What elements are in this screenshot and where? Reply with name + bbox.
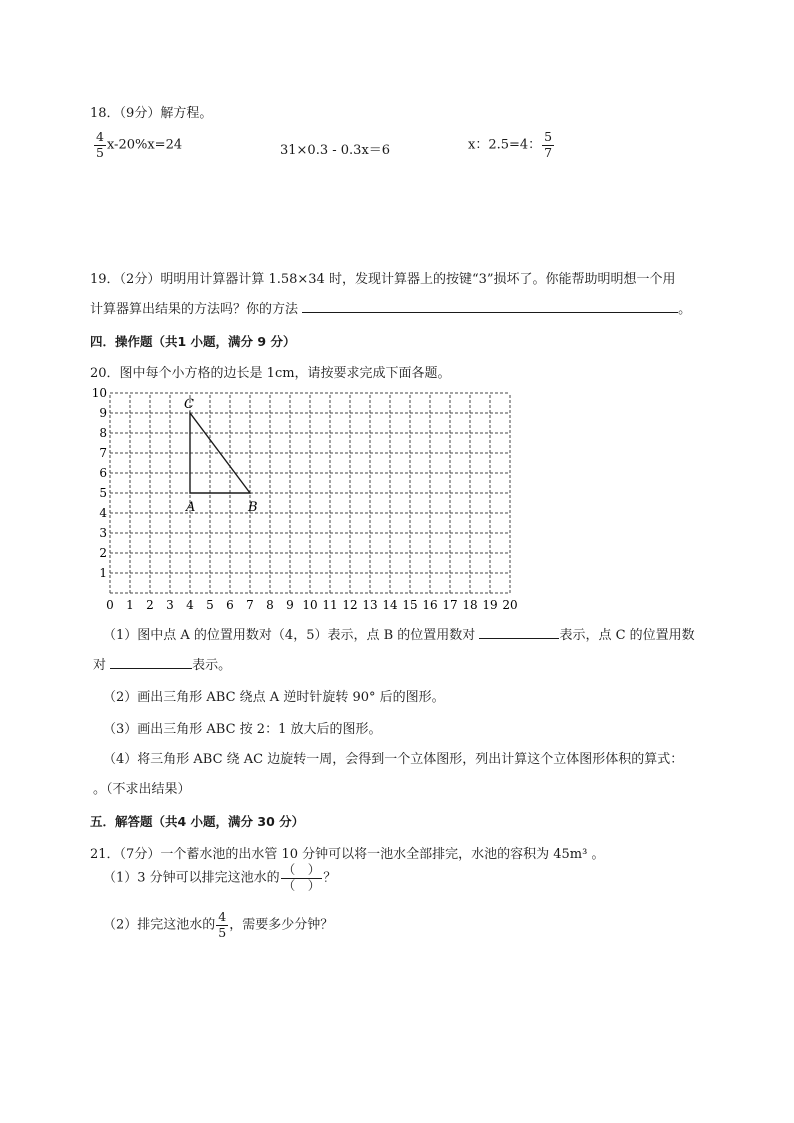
x-tick-label: 15 — [402, 598, 418, 612]
q19-line-1: 19．（2分）明明用计算器计算 1.58×34 时，发现计算器上的按键“3”损坏了。你能帮助明明想一个用 — [90, 272, 676, 287]
x-tick-label: 1 — [126, 598, 134, 612]
q18-equation-3: x：2.5=4： $\frac{5}{7}$ — [468, 129, 553, 160]
q21-heading: 21．（7分）一个蓄水池的出水管 10 分钟可以将一池水全部排完，水池的容积为 45m³ 。 — [90, 847, 605, 862]
x-tick-label: 10 — [302, 598, 318, 612]
q18-heading: 18．（9分）解方程。 — [90, 106, 213, 121]
q21-part-1: （1）3 分钟可以排完这池水的 $\frac{( )}{( )}$ ？ — [103, 862, 337, 893]
x-tick-label: 20 — [502, 598, 518, 612]
y-tick-label: 3 — [99, 526, 107, 540]
q20-part-4: （4）将三角形 ABC 绕 AC 边旋转一周，会得到一个立体图形，列出计算这个立体图形体积的算式： — [103, 752, 684, 767]
x-tick-label: 16 — [422, 598, 438, 612]
x-tick-label: 2 — [146, 598, 154, 612]
point-label-a: A — [186, 500, 196, 515]
y-tick-label: 6 — [99, 466, 107, 480]
x-tick-label: 19 — [482, 598, 498, 612]
q18-equation-1: $\frac{4}{5}$ x-20%x=24 — [96, 129, 183, 160]
y-tick-label: 10 — [91, 386, 107, 400]
y-tick-label: 5 — [99, 486, 107, 500]
x-tick-label: 0 — [106, 598, 114, 612]
y-tick-label: 9 — [99, 406, 107, 420]
q18-equation-2: 31×0.3 - 0.3x＝6 — [280, 143, 391, 158]
section-heading-5: 五．解答题（共4 小题，满分 30 分） — [90, 814, 305, 829]
x-tick-label: 18 — [462, 598, 478, 612]
x-tick-label: 4 — [186, 598, 194, 612]
y-tick-label: 2 — [99, 546, 107, 560]
section-heading-4: 四．操作题（共1 小题，满分 9 分） — [90, 334, 296, 349]
answer-blank-b[interactable] — [479, 624, 559, 639]
point-label-c: C — [184, 397, 194, 412]
answer-blank[interactable] — [302, 298, 678, 313]
x-tick-label: 5 — [206, 598, 214, 612]
answer-blank-c[interactable] — [110, 654, 192, 669]
q20-part-2: （2）画出三角形 ABC 绕点 A 逆时针旋转 90° 后的图形。 — [103, 690, 445, 705]
q19-line-2: 计算器算出结果的方法吗？你的方法 。 — [90, 298, 691, 317]
q20-part-1a: （1）图中点 A 的位置用数对（4，5）表示，点 B 的位置用数对 表示，点 C 的位置用数 — [103, 624, 695, 643]
y-tick-label: 8 — [99, 426, 107, 440]
x-tick-label: 11 — [322, 598, 338, 612]
q20-part-3: （3）画出三角形 ABC 按 2：1 放大后的图形。 — [103, 722, 382, 737]
x-tick-label: 8 — [266, 598, 274, 612]
fraction: $\frac{5}{7}$ — [544, 129, 553, 160]
y-tick-label: 7 — [99, 446, 107, 460]
q21-part-2: （2）排完这池水的 $\frac{4}{5}$ ，需要多少分钟？ — [103, 909, 334, 940]
fraction: $\frac{4}{5}$ — [218, 909, 227, 940]
q20-part-4-end: 。（不求出结果） — [93, 782, 191, 797]
q20-part-1b: 对 表示。 — [93, 654, 231, 673]
axis-labels — [92, 386, 518, 612]
x-tick-label: 14 — [382, 598, 398, 612]
q20-heading: 20．图中每个小方格的边长是 1cm，请按要求完成下面各题。 — [90, 366, 451, 381]
x-tick-label: 9 — [286, 598, 294, 612]
point-label-b: B — [248, 500, 258, 515]
grid-lines — [110, 393, 510, 593]
fraction: $\frac{4}{5}$ — [96, 129, 104, 160]
coordinate-grid — [90, 385, 530, 613]
y-tick-label: 1 — [99, 566, 107, 580]
triangle-abc — [184, 397, 258, 515]
x-tick-label: 12 — [342, 598, 358, 612]
x-tick-label: 13 — [362, 598, 378, 612]
x-tick-label: 6 — [226, 598, 234, 612]
y-tick-label: 4 — [99, 506, 107, 520]
x-tick-label: 3 — [166, 598, 174, 612]
x-tick-label: 7 — [246, 598, 254, 612]
fraction-blank[interactable]: $\frac{( )}{( )}$ — [282, 862, 321, 893]
x-tick-label: 17 — [442, 598, 458, 612]
